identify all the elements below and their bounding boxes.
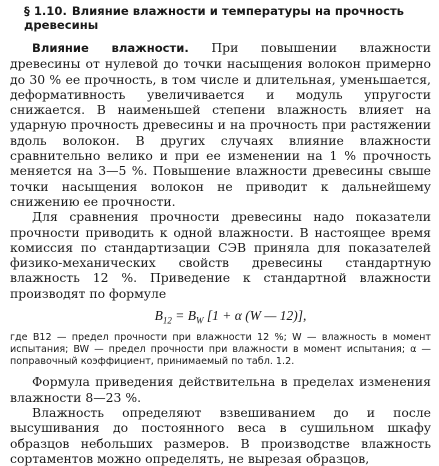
paragraph-measurement: Влажность определяют взвешиванием до и после высушивания до постоянного веса в сушильном шкафу образцов небольших размеров. В производстве влажность сортаментов можно определять, не вырезая образцов, [10,404,431,466]
paragraph-formula-range: Формула приведения действительна в пределах изменения влажности 8—23 %. [10,374,431,405]
paragraph-lead: Влияние влажности. [32,41,189,55]
formula [10,308,431,326]
section-title: Влияние влажности и температуры на прочность древесины [24,4,405,32]
formula-lhs: B [154,308,163,324]
formula-b-sub: W [196,315,204,326]
formula-eq: = [171,308,188,324]
formula-lhs-sub: 12 [162,315,172,326]
formula-legend: где B12 — предел прочности при влажности 12 %; W — влажность в момент испытания; BW — предел прочности при влажности в момент испытания; α — поправочный коэффициент, принимаемый по табл. 1.2. [10,331,431,368]
paragraph-moisture-influence [10,40,431,209]
formula-b: B [187,308,197,324]
section-heading [24,4,431,32]
formula-rest: [1 + α (W — 12)], [203,308,307,324]
section-number: § 1.10. [24,4,67,18]
paragraph-body: При повышении влажности древесины от нулевой до точки насыщения волокон примерно до 30 % ее прочность, в том числе и длительная, уменьшается, деформативность увеличивается и модуль упругости снижается. В наименьшей степени влажность влияет на ударную прочность древесины и на прочность при растяжении вдоль волокон. В других случаях влияние влажности сравнительно велико и при ее изменении на 1 % прочность меняется на 3—5 %. Повышение влажности древесины свыше точки насыщения волокон не приводит к дальнейшему снижению ее прочности. [10,40,431,209]
paragraph-comparison: Для сравнения прочности древесины надо показатели прочности приводить к одной влажности. В настоящее время комиссия по стандартизации СЭВ приняла для показателей физико-механических свойств древесины стандартную влажность 12 %. Приведение к стандартной влажности производят по формуле [10,209,431,301]
